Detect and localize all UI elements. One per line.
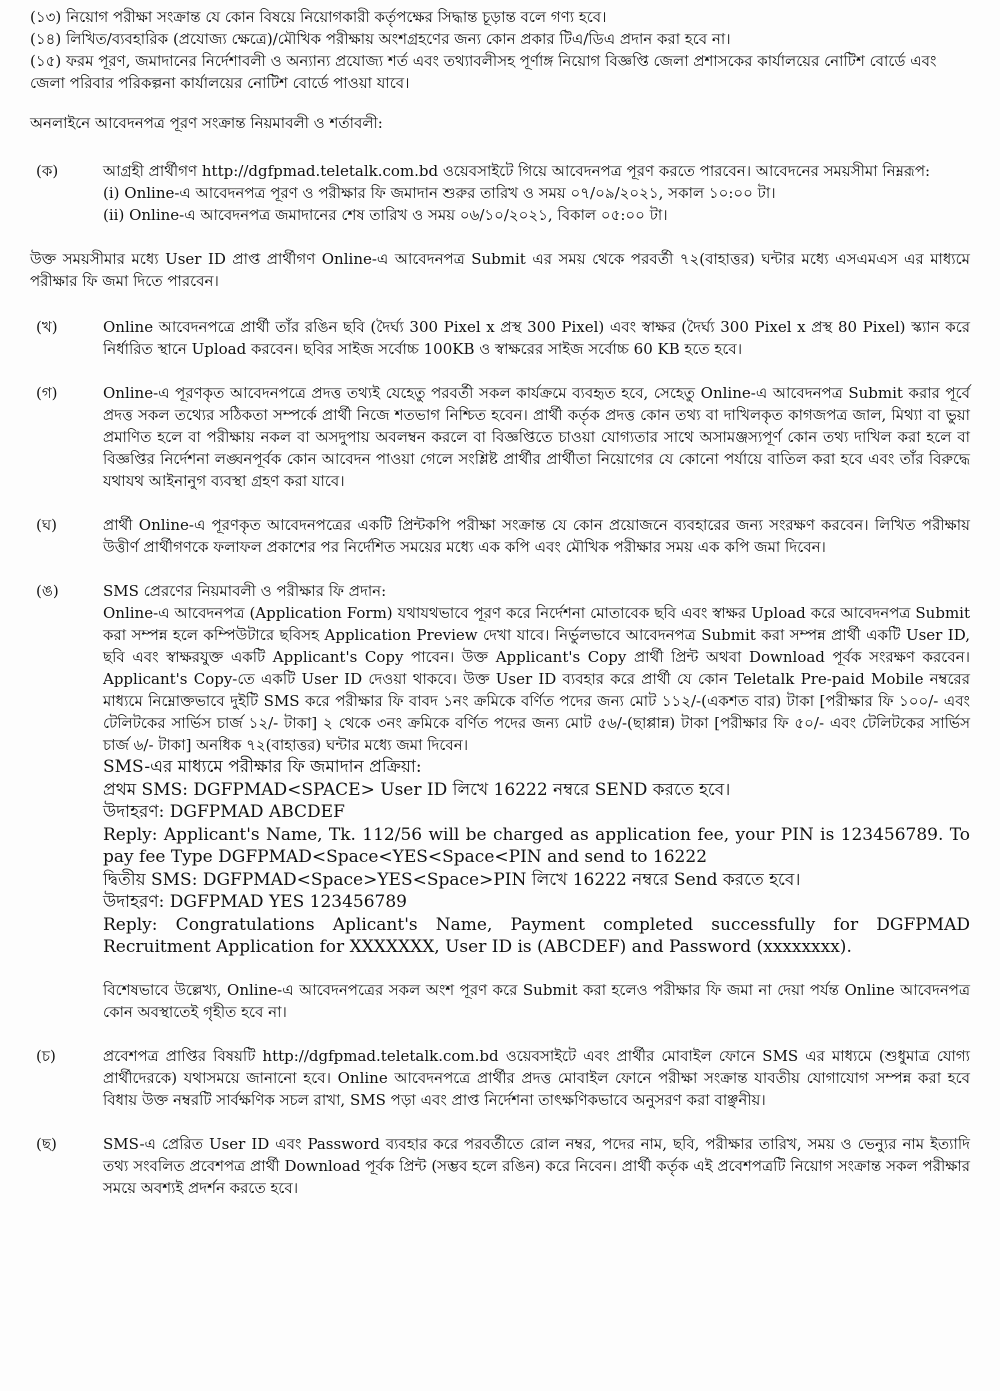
schedule-end: (ii) Online-এ আবেদনপত্র জমাদানের শেষ তারিখ ও সময় ০৬/১০/২০২১, বিকাল ০৫:০০ টা। — [103, 206, 668, 224]
item-text: Online-এ পূরণকৃত আবেদনপত্রে প্রদত্ত তথ্যই যেহেতু পরবর্তী সকল কার্যক্রমে ব্যবহৃত হবে, সেহেতু Online-এ আবেদনপত্র Submit করার পূর্বে প্রদত্ত সকল তথ্যের সঠিকতা সম্পর্কে প্রার্থী নিজে শতভাগ নিশ্চিত হবেন। প্রার্থী কর্তৃক প্রদত্ত কোন তথ্য বা দাখিলকৃত কাগজপত্র জাল, মিথ্যা বা ভুয়া প্রমাণিত হলে বা পরীক্ষায় নকল বা অসদুপায় অবলম্বন করলে বা বিজ্ঞপ্তিতে চাওয়া যোগ্যতার সাথে অসামঞ্জস্যপূর্ণ কোন তথ্য দাখিল করা হলে বা বিজ্ঞপ্তির নির্দেশনা লঙ্ঘনপূর্বক কোন আবেদন পাওয়া গেলে সংশ্লিষ্ট প্রার্থীর প্রার্থীতা নিয়োগের যে কোনো পর্যায়ে বাতিল করা হবে এবং তাঁর বিরুদ্ধে যথাযথ আইনানুগ ব্যবস্থা গ্রহণ করা যাবে। — [103, 384, 970, 490]
item-marker: (ক) — [36, 162, 59, 180]
item-text: SMS-এ প্রেরিত User ID এবং Password ব্যবহার করে পরবর্তীতে রোল নম্বর, পদের নাম, ছবি, পরীক্ষার তারিখ, সময় ও ভেন্যুর নাম ইত্যাদি তথ্য সংবলিত প্রবেশপত্র প্রার্থী Download পূর্বক প্রিন্ট (সম্ভব হলে রঙিন) করে নিবেন। প্রার্থী কর্তৃক এই প্রবেশপত্রটি নিয়োগ সংক্রান্ত সকল পরীক্ষার সময়ে অবশ্যই প্রদর্শন করতে হবে। — [103, 1134, 970, 1197]
intro-section — [30, 6, 970, 94]
example-2: উদাহরণ: DGFPMAD YES 123456789 — [103, 892, 407, 912]
second-sms: দ্বিতীয় SMS: DGFPMAD<Space>YES<Space>PIN লিখে 16222 নম্বরে Send করতে হবে। — [103, 869, 801, 890]
item-uma — [30, 580, 970, 1023]
example-1: উদাহরণ: DGFPMAD ABCDEF — [103, 802, 345, 822]
section-heading: অনলাইনে আবেদনপত্র পূরণ সংক্রান্ত নিয়মাবলী ও শর্তাবলী: — [30, 114, 383, 132]
sms-process-title: SMS-এর মাধ্যমে পরীক্ষার ফি জমাদান প্রক্রিয়া: — [103, 757, 422, 777]
item-text: প্রার্থী Online-এ পূরণকৃত আবেদনপত্রের একটি প্রিন্টকপি পরীক্ষা সংক্রান্ত যে কোন প্রয়োজনে ব্যবহারের জন্য সংরক্ষণ করবেন। লিখিত পরীক্ষায় উত্তীর্ণ প্রার্থীগণকে ফলাফল প্রকাশের পর নির্দেশিত সময়ের মধ্যে এক কপি এবং মৌখিক পরীক্ষার সময় এক কপি জমা দিবেন। — [103, 516, 970, 556]
item-marker: (চ) — [36, 1046, 56, 1065]
sms-rules-title: SMS প্রেরণের নিয়মাবলী ও পরীক্ষার ফি প্রদান: — [103, 582, 387, 600]
fee-note: বিশেষভাবে উল্লেখ্য, Online-এ আবেদনপত্রের সকল অংশ পূরণ করে Submit করা হলেও পরীক্ষার ফি জমা না দেয়া পর্যন্ত Online আবেদনপত্র কোন অবস্থাতেই গৃহীত হবে না। — [103, 980, 970, 1021]
intro-item-13: (১৩) নিয়োগ পরীক্ষা সংক্রান্ত যে কোন বিষয়ে নিয়োগকারী কর্তৃপক্ষের সিদ্ধান্ত চূড়ান্ত বলে গণ্য হবে। — [30, 8, 607, 26]
intro-item-15: (১৫) ফরম পূরণ, জমাদানের নির্দেশাবলী ও অন্যান্য প্রযোজ্য শর্ত এবং তথ্যাবলীসহ পূর্ণাঙ্গ নিয়োগ বিজ্ঞপ্তি জেলা প্রশাসকের কার্যালয়ের নোটিশ বোর্ডে এবং জেলা পরিবার পরিকল্পনা কার্যালয়ের নোটিশ বোর্ডে পাওয়া যাবে। — [30, 52, 937, 92]
item-cha — [30, 1045, 970, 1111]
item-marker: (ছ) — [36, 1134, 57, 1153]
sms-process-block — [103, 756, 970, 959]
schedule-start: (i) Online-এ আবেদনপত্র পূরণ ও পরীক্ষার ফি জমাদান শুরুর তারিখ ও সময় ০৭/০৯/২০২১, সকাল ১০:০০ টা। — [103, 184, 776, 202]
first-sms: প্রথম SMS: DGFPMAD<SPACE> User ID লিখে 16222 নম্বরে SEND করতে হবে। — [103, 779, 731, 800]
reply-1: Reply: Applicant's Name, Tk. 112/56 will be charged as application fee, your PIN is 123456789. To pay fee Type DGFPMAD<Space<YES<Space<PIN and send to 16222 — [103, 824, 970, 867]
item-marker: (ঙ) — [36, 582, 59, 600]
item-ka — [30, 160, 970, 226]
reply-2: Reply: Congratulations Aplicant's Name, Payment completed successfully for DGFPMAD Recruitment Application for XXXXXXX, User ID is (ABCDEF) and Password (xxxxxxxx). — [103, 914, 970, 957]
item-marker: (খ) — [36, 318, 58, 336]
item-marker: (ঘ) — [36, 516, 57, 534]
item-gha — [30, 514, 970, 558]
intro-item-14: (১৪) লিখিত/ব্যবহারিক (প্রযোজ্য ক্ষেত্রে)/মৌখিক পরীক্ষায় অংশগ্রহণের জন্য কোন প্রকার টিএ/ডিএ প্রদান করা হবে না। — [30, 30, 731, 48]
item-kha — [30, 316, 970, 360]
item-text: আগ্রহী প্রার্থীগণ http://dgfpmad.teletalk.com.bd ওয়েবসাইটে গিয়ে আবেদনপত্র পূরণ করতে পারবেন। আবেদনের সময়সীমা নিম্নরূপ: — [103, 162, 931, 180]
item-text: Online আবেদনপত্রে প্রার্থী তাঁর রঙিন ছবি (দৈর্ঘ্য 300 Pixel x প্রস্থ 300 Pixel) এবং স্বাক্ষর (দৈর্ঘ্য 300 Pixel x প্রস্থ 80 Pixel) স্ক্যান করে নির্ধারিত স্থানে Upload করবেন। ছবির সাইজ সর্বোচ্চ 100KB ও স্বাক্ষরের সাইজ সর্বোচ্চ 60 KB হতে হবে। — [103, 318, 970, 358]
item-text: প্রবেশপত্র প্রাপ্তির বিষয়টি http://dgfpmad.teletalk.com.bd ওয়েবসাইটে এবং প্রার্থীর মোবাইল ফোনে SMS এর মাধ্যমে (শুধুমাত্র যোগ্য প্রার্থীদেরকে) যথাসময়ে জানানো হবে। Online আবেদনপত্রে প্রার্থীর প্রদত্ত মোবাইল ফোনে পরীক্ষা সংক্রান্ত যাবতীয় যোগাযোগ সম্পন্ন করা হবে বিধায় উক্ত নম্বরটি সার্বক্ষণিক সচল রাখা, SMS পড়া এবং প্রাপ্ত নির্দেশনা তাৎক্ষণিকভাবে অনুসরণ করা বাঞ্ছনীয়। — [103, 1046, 970, 1109]
item-chha — [30, 1133, 970, 1199]
item-marker: (গ) — [36, 384, 58, 402]
item-ga — [30, 382, 970, 492]
sms-rules-text: Online-এ আবেদনপত্র (Application Form) যথাযথভাবে পূরণ করে নির্দেশনা মোতাবেক ছবি এবং স্বাক্ষর Upload করে আবেদনপত্র Submit করা সম্পন্ন হলে কম্পিউটারে ছবিসহ Application Preview দেখা যাবে। নির্ভুলভাবে আবেদনপত্র Submit করা সম্পন্ন প্রার্থী একটি User ID, ছবি এবং স্বাক্ষরযুক্ত একটি Applicant's Copy পাবেন। উক্ত Applicant's Copy প্রার্থী প্রিন্ট অথবা Download পূর্বক সংরক্ষণ করবেন। Applicant's Copy-তে একটি User ID দেওয়া থাকবে। উক্ত User ID ব্যবহার করে প্রার্থী যে কোন Teletalk Pre-paid Mobile নম্বরের মাধ্যমে নিম্নোক্তভাবে দুইটি SMS করে পরীক্ষার ফি বাবদ ১নং ক্রমিকে বর্ণিত পদের জন্য মোট ১১২/-(একশত বার) টাকা [পরীক্ষার ফি ১০০/- এবং টেলিটকের সার্ভিস চার্জ ১২/- টাকা] ২ থেকে ৩নং ক্রমিকে বর্ণিত পদের জন্য মোট ৫৬/-(ছাপ্পান্ন) টাকা [পরীক্ষার ফি ৫০/- এবং টেলিটকের সার্ভিস চার্জ ৬/- টাকা] অনধিক ৭২(বাহাত্তর) ঘন্টার মধ্যে জমা দিবেন। — [103, 604, 970, 754]
fee-deadline-paragraph: উক্ত সময়সীমার মধ্যে User ID প্রাপ্ত প্রার্থীগণ Online-এ আবেদনপত্র Submit এর সময় থেকে পরবর্তী ৭২(বাহাত্তর) ঘন্টার মধ্যে এসএমএস এর মাধ্যমে পরীক্ষার ফি জমা দিতে পারবেন। — [30, 250, 970, 290]
